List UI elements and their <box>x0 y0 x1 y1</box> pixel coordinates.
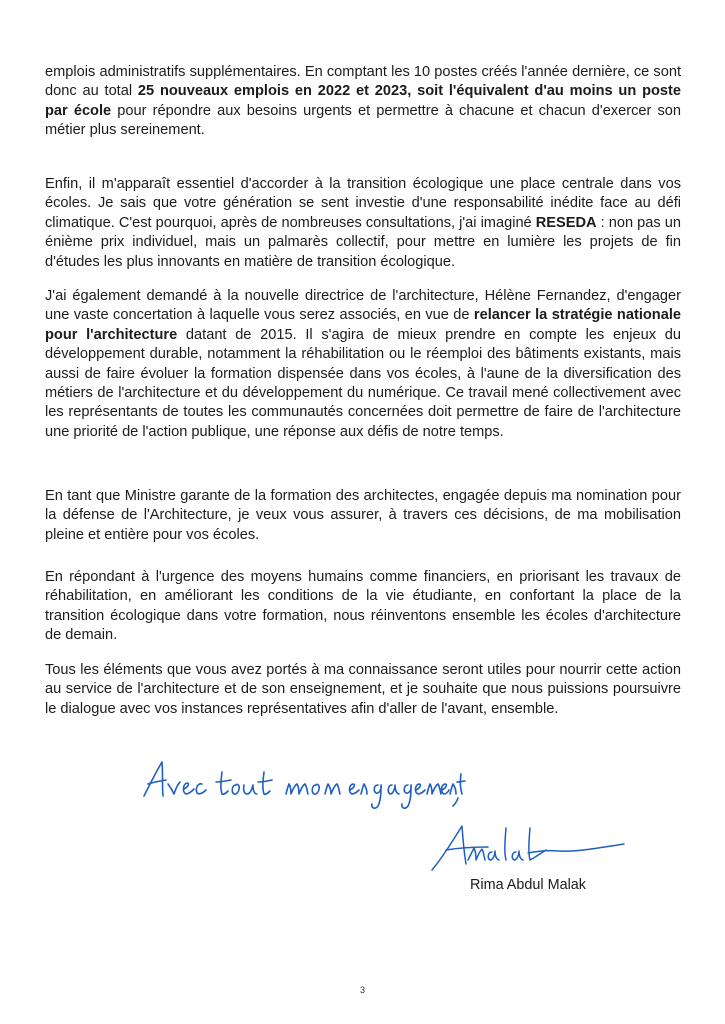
paragraph-dialogue <box>45 661 681 719</box>
paragraph-jobs <box>45 63 681 141</box>
emphasized-text: 25 nouveaux emplois en 2022 et 2023, soit l'équivalent d'au moins un poste par école <box>45 83 681 119</box>
paragraph-text: Tous les éléments que vous avez portés à ma connaissance seront utiles pour nourrir cette action au service de l'architecture et de son enseignement, et je souhaite que nous puissions poursuivre le dialogue avec vos instances représentatives afin d'aller de l'avant, ensemble. <box>45 662 681 717</box>
paragraph-text: En tant que Ministre garante de la formation des architectes, engagée depuis ma nomination pour la défense de l'Architecture, je veux vous assurer, à travers ces décisions, de ma mobilisation pleine et entière pour vos écoles. <box>45 488 681 543</box>
paragraph-text: En répondant à l'urgence des moyens humains comme financiers, en priorisant les travaux de réhabilitation, en améliorant les conditions de la vie étudiante, en confortant la place de la transition écologique dans votre formation, nous réinventons ensemble les écoles d'architecture de demain. <box>45 569 681 644</box>
signer-name: Rima Abdul Malak <box>470 877 586 893</box>
paragraph-text: Enfin, il m'apparaît essentiel d'accorder à la transition écologique une place centrale dans vos écoles. Je sais que votre génération se sent investie d'une responsabilité inédite face au défi climatique. C'est pourquoi, après de nombreuses consultations, j'ai imaginé <box>45 176 681 231</box>
paragraph-text: pour répondre aux besoins urgents et permettre à chacune et chacun d'exercer son métier plus sereinement. <box>45 102 681 139</box>
paragraph-architecture-strategy <box>45 287 681 442</box>
paragraph-text: datant de 2015. Il s'agira de mieux prendre en compte les enjeux du développement durable, notamment la réhabilitation ou le réemploi des bâtiments existants, mais aussi de faire évoluer la formation dispensée dans vos écoles, à l'aune de la diversification des métiers de l'architecture et du développement du numérique. Ce travail mené collectivement avec les représentants de toutes les communautés concernées doit permettre de faire de l'architecture une priorité de l'action publique, une réponse aux défis de notre temps. <box>45 326 681 440</box>
paragraph-minister-commitment <box>45 487 681 545</box>
handwritten-closing <box>136 754 466 814</box>
paragraph-text: emplois administratifs supplémentaires. En comptant les 10 postes créés l'année dernière, ce sont donc au total <box>45 64 681 100</box>
paragraph-text: J'ai également demandé à la nouvelle directrice de l'architecture, Hélène Fernandez, d'engager une vaste concertation à laquelle vous serez associés, en vue de <box>45 288 681 324</box>
paragraph-schools-tomorrow <box>45 568 681 646</box>
emphasized-text: relancer la stratégie nationale pour l'architecture <box>45 307 681 343</box>
page-number: 3 <box>359 985 365 995</box>
emphasized-text: RESEDA <box>535 214 597 231</box>
paragraph-text: : non pas un énième prix individuel, mais un palmarès collectif, pour mettre en lumière les projets de fin d'études les plus innovants en matière de transition écologique. <box>45 214 681 270</box>
paragraph-ecological-transition <box>45 175 681 272</box>
signature-icon <box>428 820 628 875</box>
